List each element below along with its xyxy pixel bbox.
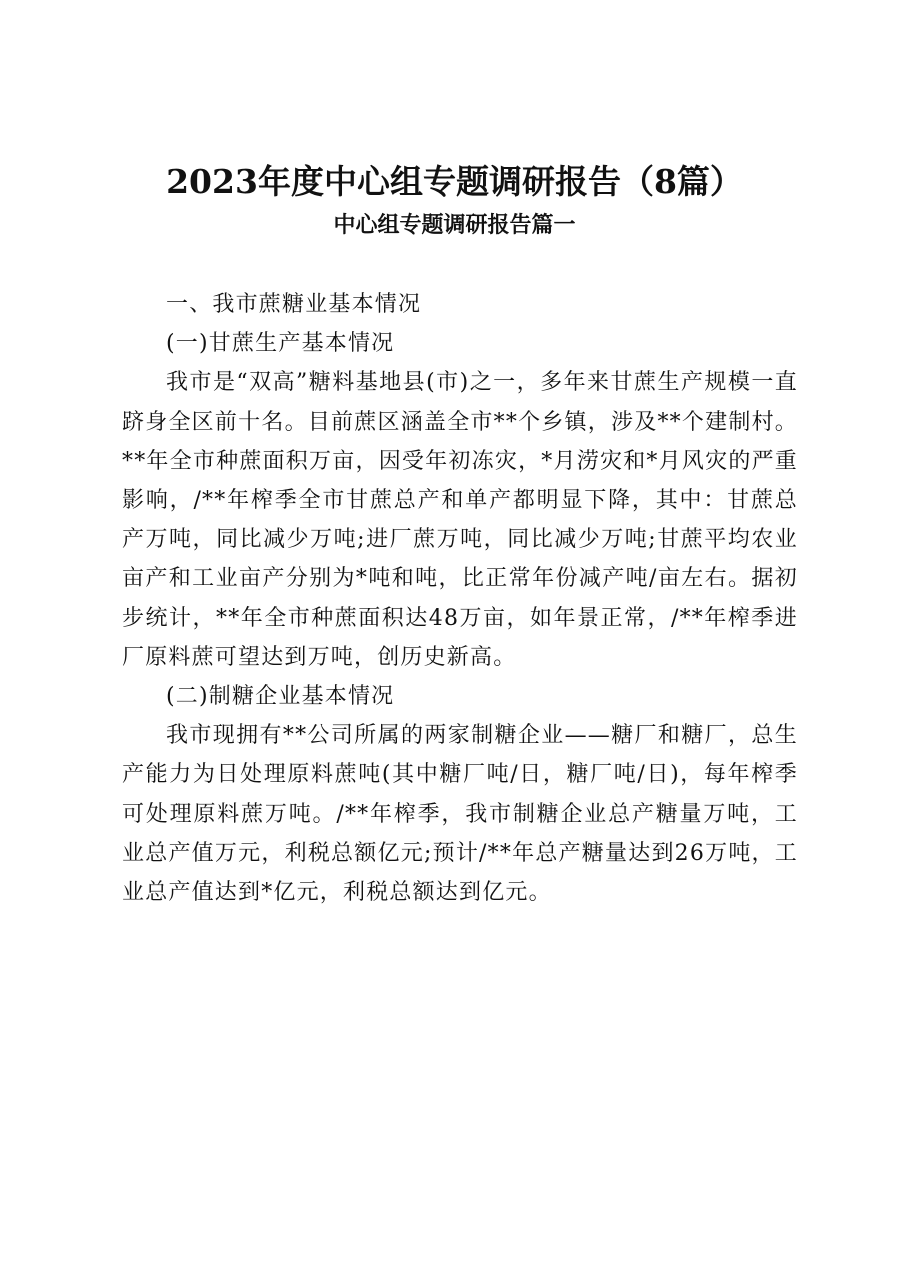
section-title: 中心组专题调研报告篇一 [333,212,576,238]
heading-level-2-sugarcane-production: (一)甘蔗生产基本情况 [166,331,395,357]
paragraph-sugar-enterprises: 我市现拥有**公司所属的两家制糖企业——糖厂和糖厂，总生产能力为日处理原料蔗吨(其中糖厂吨/日，糖厂吨/日)，每年榨季可处理原料蔗万吨。/**年榨季，我市制糖企业总产糖量万吨，工业总产值万元，利税总额亿元;预计/**年总产糖量达到26万吨，工业总产值达到*亿元，利税总额达到亿元。 [122,723,798,906]
heading-level-2-sugar-enterprises: (二)制糖企业基本情况 [166,684,395,710]
heading-level-1: 一、我市蔗糖业基本情况 [166,292,422,317]
document-body [122,285,798,912]
paragraph-sugarcane-production: 我市是“双高”糖料基地县(市)之一，多年来甘蔗生产规模一直跻身全区前十名。目前蔗区涵盖全市**个乡镇，涉及**个建制村。**年全市种蔗面积万亩，因受年初冻灾，*月涝灾和*月风灾的严重影响，/**年榨季全市甘蔗总产和单产都明显下降，其中：甘蔗总产万吨，同比减少万吨;进厂蔗万吨，同比减少万吨;甘蔗平均农业亩产和工业亩产分别为*吨和吨，比正常年份减产吨/亩左右。据初步统计，**年全市种蔗面积达48万亩，如年景正常，/**年榨季进厂原料蔗可望达到万吨，创历史新高。 [122,370,798,670]
document-title: 2023年度中心组专题调研报告（8篇） [166,162,743,201]
